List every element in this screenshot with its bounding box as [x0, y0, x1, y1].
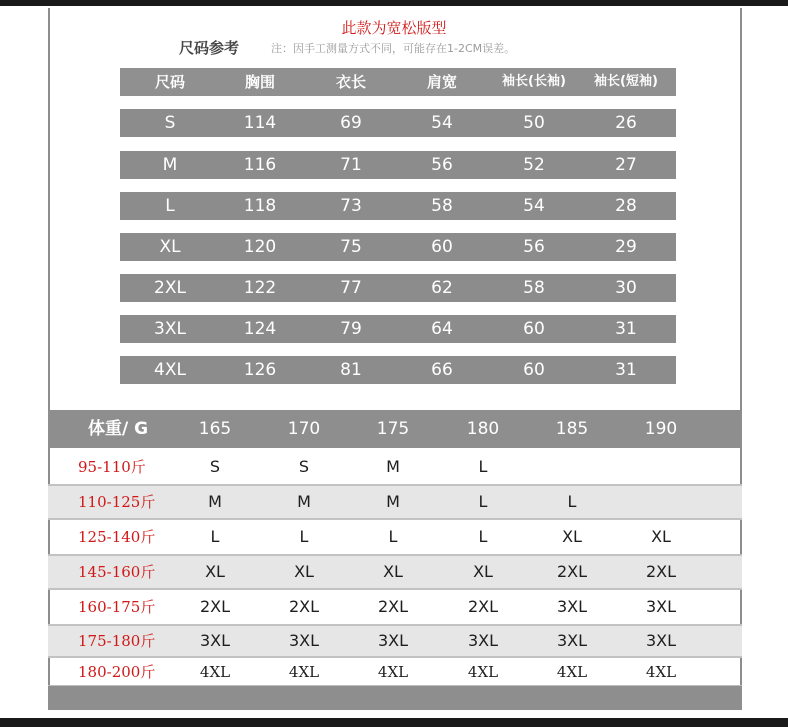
shoulder-cell: 66 — [431, 360, 453, 380]
length-cell: 81 — [340, 360, 362, 380]
size-cell: 4XL — [154, 360, 186, 380]
long-sleeve-cell: 60 — [523, 360, 545, 380]
height-header-cell: 180 — [466, 419, 500, 439]
size-cell: 4XL — [199, 663, 231, 681]
shoulder-cell: 60 — [431, 237, 453, 257]
height-header-cell: 175 — [376, 419, 410, 439]
long-sleeve-cell: 58 — [523, 278, 545, 298]
short-sleeve-cell: 27 — [615, 155, 637, 175]
size-cell: XL — [159, 237, 181, 257]
length-cell: 69 — [340, 113, 362, 133]
chest-cell: 114 — [243, 113, 277, 133]
chest-cell: 116 — [243, 155, 277, 175]
size-cell: XL — [294, 562, 314, 581]
weight-range: 125-140斤 — [78, 528, 156, 546]
shoulder-cell: 56 — [431, 155, 453, 175]
size-row — [120, 192, 676, 220]
measurement-note: 注：因手工测量方式不同，可能存在1-2CM误差。 — [271, 42, 516, 55]
top-border — [0, 0, 788, 6]
weight-table-header — [48, 410, 742, 448]
size-row — [120, 315, 676, 343]
size-cell: 3XL — [645, 597, 677, 616]
long-sleeve-cell: 54 — [523, 196, 545, 216]
size-cell: 2XL — [154, 278, 186, 298]
size-cell: L — [165, 196, 175, 216]
short-sleeve-cell: 31 — [615, 360, 637, 380]
size-cell: M — [297, 492, 311, 511]
long-sleeve-cell: 60 — [523, 319, 545, 339]
long-sleeve-cell: 56 — [523, 237, 545, 257]
weight-row — [48, 554, 742, 590]
shoulder-cell: 54 — [431, 113, 453, 133]
size-cell: 2XL — [199, 597, 231, 616]
weight-range: 175-180斤 — [78, 632, 156, 650]
size-cell: 4XL — [288, 663, 320, 681]
size-cell: L — [388, 527, 398, 546]
length-cell: 71 — [340, 155, 362, 175]
size-row — [120, 151, 676, 179]
weight-range: 160-175斤 — [78, 598, 156, 616]
weight-range: 145-160斤 — [78, 563, 156, 581]
short-sleeve-cell: 26 — [615, 113, 637, 133]
size-row — [120, 274, 676, 302]
size-cell: 2XL — [467, 597, 499, 616]
size-cell: 4XL — [377, 663, 409, 681]
chest-cell: 124 — [243, 319, 277, 339]
size-row — [120, 356, 676, 384]
size-cell: 3XL — [154, 319, 186, 339]
size-cell: 2XL — [377, 597, 409, 616]
chest-cell: 122 — [243, 278, 277, 298]
header-cell: 胸围 — [244, 73, 275, 91]
style-note: 此款为宽松版型 — [341, 19, 447, 37]
bottom-border — [0, 718, 788, 727]
size-cell: L — [567, 492, 577, 511]
header-cell: 肩宽 — [426, 73, 457, 91]
header-cell: 袖长(长袖) — [502, 74, 566, 89]
size-cell: 4XL — [556, 663, 588, 681]
size-cell: 2XL — [288, 597, 320, 616]
short-sleeve-cell: 29 — [615, 237, 637, 257]
size-cell: XL — [205, 562, 225, 581]
weight-row — [48, 658, 742, 686]
size-table-header — [120, 68, 676, 96]
size-cell: M — [386, 492, 400, 511]
size-cell: L — [478, 457, 488, 476]
size-cell: S — [298, 457, 310, 476]
size-cell: 3XL — [645, 631, 677, 650]
chest-cell: 120 — [243, 237, 277, 257]
header-cell: 衣长 — [335, 73, 366, 91]
chest-cell: 126 — [243, 360, 277, 380]
size-cell: M — [386, 457, 400, 476]
table-footer-band — [48, 686, 742, 710]
size-cell: 3XL — [467, 631, 499, 650]
size-cell: 3XL — [288, 631, 320, 650]
shoulder-cell: 64 — [431, 319, 453, 339]
size-cell: M — [162, 155, 178, 175]
length-cell: 77 — [340, 278, 362, 298]
size-cell: L — [478, 527, 488, 546]
size-cell: M — [208, 492, 222, 511]
weight-range: 95-110斤 — [78, 458, 146, 476]
size-cell: 3XL — [556, 631, 588, 650]
size-cell: XL — [473, 562, 493, 581]
weight-range: 110-125斤 — [78, 493, 156, 511]
size-cell: S — [164, 113, 176, 133]
size-cell: L — [210, 527, 220, 546]
height-header-cell: 190 — [644, 419, 678, 439]
height-header-cell: 170 — [287, 419, 321, 439]
size-cell: 4XL — [467, 663, 499, 681]
size-cell: L — [478, 492, 488, 511]
weight-row — [48, 590, 742, 624]
short-sleeve-cell: 31 — [615, 319, 637, 339]
size-cell: XL — [651, 527, 671, 546]
chest-cell: 118 — [243, 196, 277, 216]
size-cell: XL — [383, 562, 403, 581]
size-row — [120, 109, 676, 137]
size-cell: 2XL — [645, 562, 677, 581]
size-chart-title: 尺码参考 — [179, 39, 240, 57]
weight-row — [48, 450, 742, 484]
size-row — [120, 233, 676, 261]
size-cell: 3XL — [377, 631, 409, 650]
weight-header-label: 体重/ G — [88, 419, 149, 439]
length-cell: 73 — [340, 196, 362, 216]
long-sleeve-cell: 52 — [523, 155, 545, 175]
header-cell: 袖长(短袖) — [594, 74, 658, 89]
height-header-cell: 185 — [555, 419, 589, 439]
shoulder-cell: 58 — [431, 196, 453, 216]
weight-row — [48, 520, 742, 554]
header-cell: 尺码 — [154, 73, 185, 91]
size-cell: 3XL — [556, 597, 588, 616]
weight-range: 180-200斤 — [78, 663, 156, 681]
length-cell: 75 — [340, 237, 362, 257]
short-sleeve-cell: 28 — [615, 196, 637, 216]
height-header-cell: 165 — [198, 419, 232, 439]
size-cell: 3XL — [199, 631, 231, 650]
short-sleeve-cell: 30 — [615, 278, 637, 298]
shoulder-cell: 62 — [431, 278, 453, 298]
length-cell: 79 — [340, 319, 362, 339]
size-cell: 2XL — [556, 562, 588, 581]
size-cell: S — [209, 457, 221, 476]
size-cell: 4XL — [645, 663, 677, 681]
size-cell: XL — [562, 527, 582, 546]
weight-row — [48, 484, 742, 520]
size-cell: L — [299, 527, 309, 546]
long-sleeve-cell: 50 — [523, 113, 545, 133]
weight-row — [48, 624, 742, 658]
